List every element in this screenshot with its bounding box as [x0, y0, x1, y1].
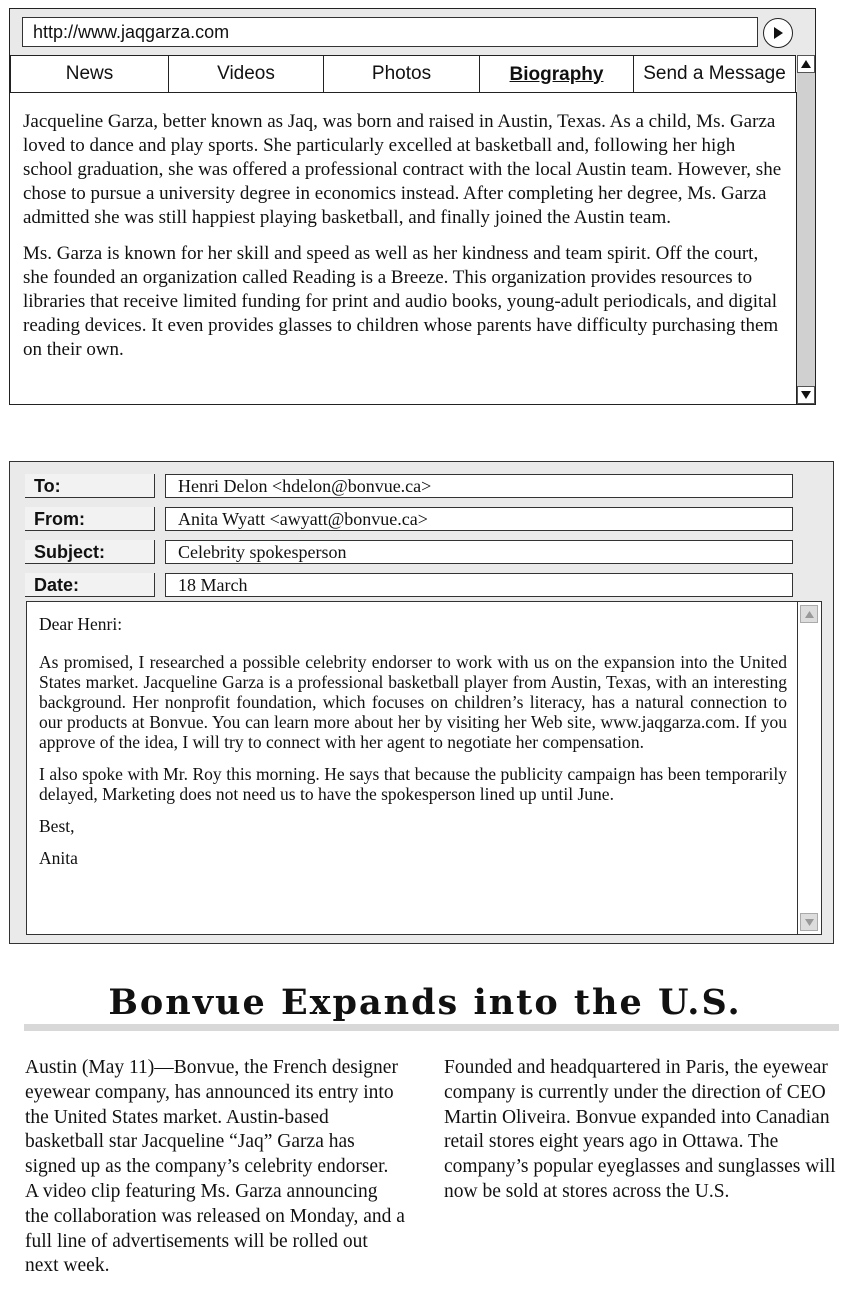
email-paragraph: As promised, I researched a possible celebrity endorser to work with us on the expansion into the United States market. Jacqueline Garza is a professional basketball player from Austin, Texas, with an interesting background. Her nonprofit foundation, which focuses on children’s literacy, has a natural connection to our products at Bonvue. You can learn more about her by visiting her Web site, www.jaqgarza.com. If you approve of the idea, I will try to connect with her agent to negotiate her compensation. — [39, 652, 787, 752]
email-from-row — [25, 507, 805, 531]
article-column-right — [444, 1056, 844, 1205]
email-scroll-down-button[interactable] — [800, 913, 818, 931]
email-to-row — [25, 474, 805, 498]
biography-content — [10, 92, 797, 404]
play-arrow-icon — [771, 26, 785, 40]
date-field[interactable]: 18 March — [165, 573, 793, 597]
email-window — [9, 461, 834, 944]
email-signature: Anita — [39, 848, 78, 868]
vertical-scrollbar[interactable] — [797, 55, 815, 404]
email-scroll-up-button[interactable] — [800, 605, 818, 623]
triangle-up-icon — [805, 611, 814, 618]
email-salutation: Dear Henri: — [39, 614, 123, 634]
tab-photos[interactable]: Photos — [324, 55, 480, 93]
scroll-up-button[interactable] — [797, 55, 815, 73]
date-label: Date: — [25, 573, 155, 597]
from-field[interactable]: Anita Wyatt <awyatt@bonvue.ca> — [165, 507, 793, 531]
tab-news[interactable]: News — [10, 55, 169, 93]
email-date-row — [25, 573, 805, 597]
tab-biography[interactable]: Biography — [480, 55, 634, 93]
to-field[interactable]: Henri Delon <hdelon@bonvue.ca> — [165, 474, 793, 498]
biography-paragraph: Jacqueline Garza, better known as Jaq, was born and raised in Austin, Texas. As a child, Ms. Garza loved to dance and play sports. She particularly excelled at basketball and, following her high school graduation, she was offered a professional contract with the local Austin team. However, she chose to pursue a university degree in economics instead. After completing her degree, Ms. Garza admitted she was still happiest playing basketball, and finally joined the Austin team. — [23, 111, 782, 228]
tab-send-a-message[interactable]: Send a Message — [634, 55, 796, 93]
email-body[interactable] — [26, 601, 798, 935]
headline-rule — [24, 1024, 839, 1031]
go-button[interactable] — [763, 18, 793, 48]
article-paragraph: Founded and headquartered in Paris, the eyewear company is currently under the direction of CEO Martin Oliveira. Bonvue expanded into Canadian retail stores eight years ago in Ottawa. The company’s popular eyeglasses and sunglasses will now be sold at stores across the U.S. — [444, 1057, 836, 1202]
from-label: From: — [25, 507, 155, 531]
article-column-left — [25, 1056, 405, 1279]
browser-window — [9, 8, 816, 405]
tab-videos[interactable]: Videos — [169, 55, 324, 93]
url-input[interactable]: http://www.jaqgarza.com — [22, 17, 758, 47]
email-closing: Best, — [39, 816, 75, 836]
email-paragraph: I also spoke with Mr. Roy this morning. He says that because the publicity campaign has been temporarily delayed, Marketing does not need us to have the spokesperson lined up until June. — [39, 764, 787, 804]
to-label: To: — [25, 474, 155, 498]
subject-field[interactable]: Celebrity spokesperson — [165, 540, 793, 564]
triangle-down-icon — [801, 391, 811, 399]
article-paragraph: Austin (May 11)—Bonvue, the French designer eyewear company, has announced its entry into the United States market. Austin-based basketball star Jacqueline “Jaq” Garza has signed up as the company’s celebrity endorser. A video clip featuring Ms. Garza announcing the collaboration was released on Monday, and a full line of advertisements will be rolled out next week. — [25, 1057, 405, 1277]
email-scrollbar[interactable] — [798, 601, 822, 935]
scroll-down-button[interactable] — [797, 386, 815, 404]
biography-paragraph: Ms. Garza is known for her skill and speed as well as her kindness and team spirit. Off the court, she founded an organization called Reading is a Breeze. This organization provides resources to libraries that receive limited funding for print and audio books, young-adult periodicals, and digital reading devices. It even provides glasses to children whose parents have difficulty purchasing them on their own. — [23, 243, 779, 360]
article-headline: Bonvue Expands into the U.S. — [108, 982, 742, 1023]
email-subject-row — [25, 540, 805, 564]
triangle-up-icon — [801, 60, 811, 68]
tab-bar — [10, 55, 796, 93]
triangle-down-icon — [805, 919, 814, 926]
subject-label: Subject: — [25, 540, 155, 564]
